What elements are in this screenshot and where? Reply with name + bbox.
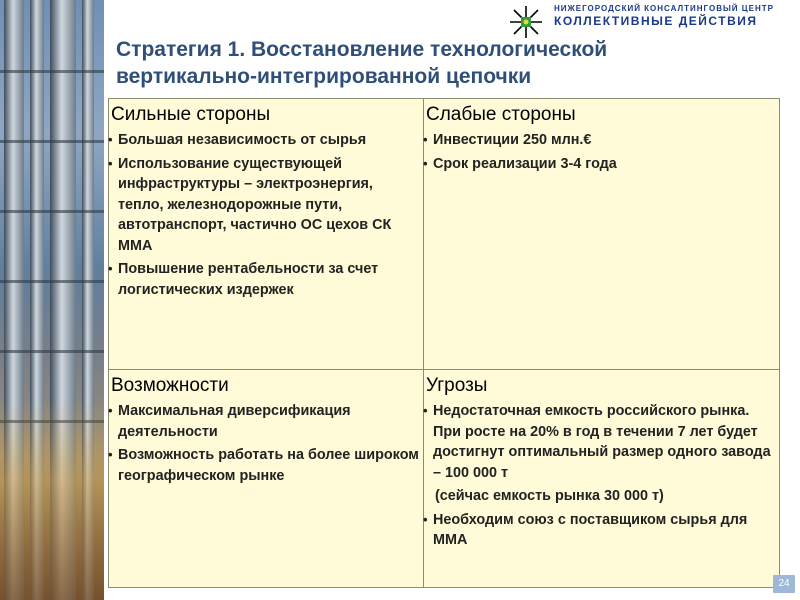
title-line1: Стратегия 1. Восстановление технологической [116, 38, 608, 61]
strengths-item: • Использование существующей инфраструктуры – электроэнергия, тепло, железнодорожные пути, автотранспорт, частично ОС цехов СК ММА [111, 154, 419, 257]
logo-line2: КОЛЛЕКТИВНЫЕ ДЕЙСТВИЯ [554, 14, 758, 28]
opportunities-item: • Возможность работать на более широком географическом рынке [111, 445, 419, 486]
weaknesses-item: • Срок реализации 3-4 года [426, 154, 775, 175]
refinery-photo [0, 0, 104, 600]
threats-item: • Недостаточная емкость российского рынка. При росте на 20% в год в течении 7 лет будет достигнут оптимальный размер одного завода – 100 000 т [426, 401, 775, 483]
threats-cell [424, 370, 780, 588]
page-number: 24 [773, 575, 795, 593]
opportunities-cell [109, 370, 424, 588]
strengths-item: • Большая независимость от сырья [111, 130, 419, 151]
strengths-cell [109, 99, 424, 370]
slide-title [116, 36, 736, 90]
strengths-item: • Повышение рентабельности за счет логистических издержек [111, 259, 419, 300]
threats-heading: Угрозы [426, 375, 488, 396]
weaknesses-cell [424, 99, 780, 370]
threats-item: (сейчас емкость рынка 30 000 т) [435, 488, 664, 504]
weaknesses-heading: Слабые стороны [426, 104, 576, 125]
logo-line1: НИЖЕГОРОДСКИЙ КОНСАЛТИНГОВЫЙ ЦЕНТР [554, 4, 774, 13]
threats-item: • Необходим союз с поставщиком сырья для ММА [426, 510, 775, 551]
swot-table [108, 98, 780, 588]
weaknesses-item: • Инвестиции 250 млн.€ [426, 130, 775, 151]
opportunities-item: • Максимальная диверсификация деятельности [111, 401, 419, 442]
logo-text [554, 4, 794, 28]
title-line2: вертикально-интегрированной цепочки [116, 65, 532, 88]
strengths-heading: Сильные стороны [111, 104, 271, 125]
opportunities-heading: Возможности [111, 375, 229, 396]
